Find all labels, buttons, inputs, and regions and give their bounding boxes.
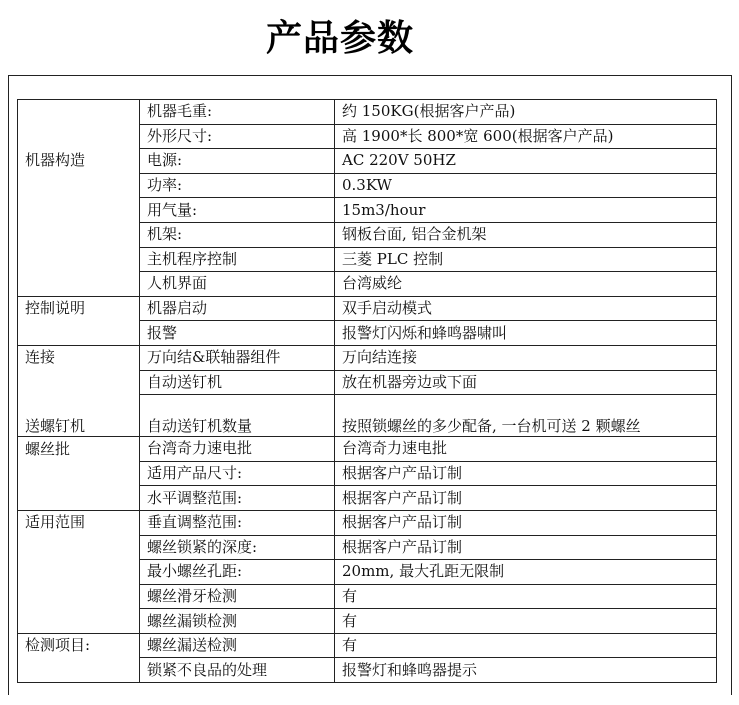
value-cell: 20mm, 最大孔距无限制 [335,560,717,585]
table-row [18,124,717,149]
table-row [18,247,717,272]
item-cell: 万向结&联轴器组件 [140,345,335,370]
value-cell: 根据客户产品订制 [335,486,717,511]
category-cell [18,321,140,346]
category-cell [18,198,140,223]
category-cell [18,658,140,683]
category-cell: 连接 [18,345,140,370]
value-cell: 约 150KG(根据客户产品) [335,100,717,125]
item-cell: 电源: [140,149,335,174]
item-cell: 锁紧不良品的处理 [140,658,335,683]
spec-table [17,99,717,683]
category-cell [18,100,140,125]
table-row [18,321,717,346]
item-cell: 机器启动 [140,296,335,321]
item-cell: 水平调整范围: [140,486,335,511]
table-row [18,609,717,634]
category-cell [18,486,140,511]
value-cell: 0.3KW [335,173,717,198]
table-row [18,486,717,511]
category-cell [18,124,140,149]
value-cell: 根据客户产品订制 [335,461,717,486]
table-row [18,296,717,321]
item-cell: 最小螺丝孔距: [140,560,335,585]
value-cell: 三菱 PLC 控制 [335,247,717,272]
table-row [18,461,717,486]
table-row [18,584,717,609]
table-row [18,345,717,370]
category-cell [18,560,140,585]
value-cell: 根据客户产品订制 [335,535,717,560]
table-row [18,395,717,437]
category-cell [18,272,140,297]
item-cell: 用气量: [140,198,335,223]
item-cell: 机架: [140,222,335,247]
table-row [18,658,717,683]
value-cell: 万向结连接 [335,345,717,370]
value-cell: AC 220V 50HZ [335,149,717,174]
item-cell: 外形尺寸: [140,124,335,149]
value-cell: 15m3/hour [335,198,717,223]
table-row [18,633,717,658]
table-row [18,173,717,198]
item-cell: 人机界面 [140,272,335,297]
category-cell [18,461,140,486]
category-cell: 螺丝批 [18,437,140,462]
table-row [18,100,717,125]
item-cell: 报警 [140,321,335,346]
item-cell: 螺丝锁紧的深度: [140,535,335,560]
category-cell [18,173,140,198]
table-row [18,560,717,585]
table-row [18,272,717,297]
value-cell: 高 1900*长 800*宽 600(根据客户产品) [335,124,717,149]
table-row [18,510,717,535]
item-cell: 适用产品尺寸: [140,461,335,486]
value-cell: 放在机器旁边或下面 [335,370,717,395]
item-cell: 机器毛重: [140,100,335,125]
category-cell: 控制说明 [18,296,140,321]
value-cell: 钢板台面, 铝合金机架 [335,222,717,247]
category-cell [18,222,140,247]
value-cell: 报警灯闪烁和蜂鸣器啸叫 [335,321,717,346]
item-cell: 自动送钉机数量 [140,395,335,437]
item-cell: 螺丝漏送检测 [140,633,335,658]
category-cell: 送螺钉机 [18,395,140,437]
category-cell [18,247,140,272]
value-cell: 双手启动模式 [335,296,717,321]
value-cell: 有 [335,584,717,609]
item-cell: 功率: [140,173,335,198]
item-cell: 螺丝滑牙检测 [140,584,335,609]
table-row [18,437,717,462]
category-cell [18,584,140,609]
item-cell: 自动送钉机 [140,370,335,395]
category-cell: 机器构造 [18,149,140,174]
table-row [18,370,717,395]
value-cell: 报警灯和蜂鸣器提示 [335,658,717,683]
table-row [18,149,717,174]
category-cell [18,609,140,634]
value-cell: 按照锁螺丝的多少配备, 一台机可送 2 颗螺丝 [335,395,717,437]
table-row [18,222,717,247]
category-cell [18,535,140,560]
page-title: 产品参数 [265,18,414,59]
item-cell: 垂直调整范围: [140,510,335,535]
table-row [18,198,717,223]
value-cell: 台湾奇力速电批 [335,437,717,462]
value-cell: 根据客户产品订制 [335,510,717,535]
category-cell [18,370,140,395]
value-cell: 台湾威纶 [335,272,717,297]
item-cell: 主机程序控制 [140,247,335,272]
value-cell: 有 [335,633,717,658]
item-cell: 螺丝漏锁检测 [140,609,335,634]
item-cell: 台湾奇力速电批 [140,437,335,462]
category-cell: 检测项目: [18,633,140,658]
category-cell: 适用范围 [18,510,140,535]
table-row [18,535,717,560]
value-cell: 有 [335,609,717,634]
